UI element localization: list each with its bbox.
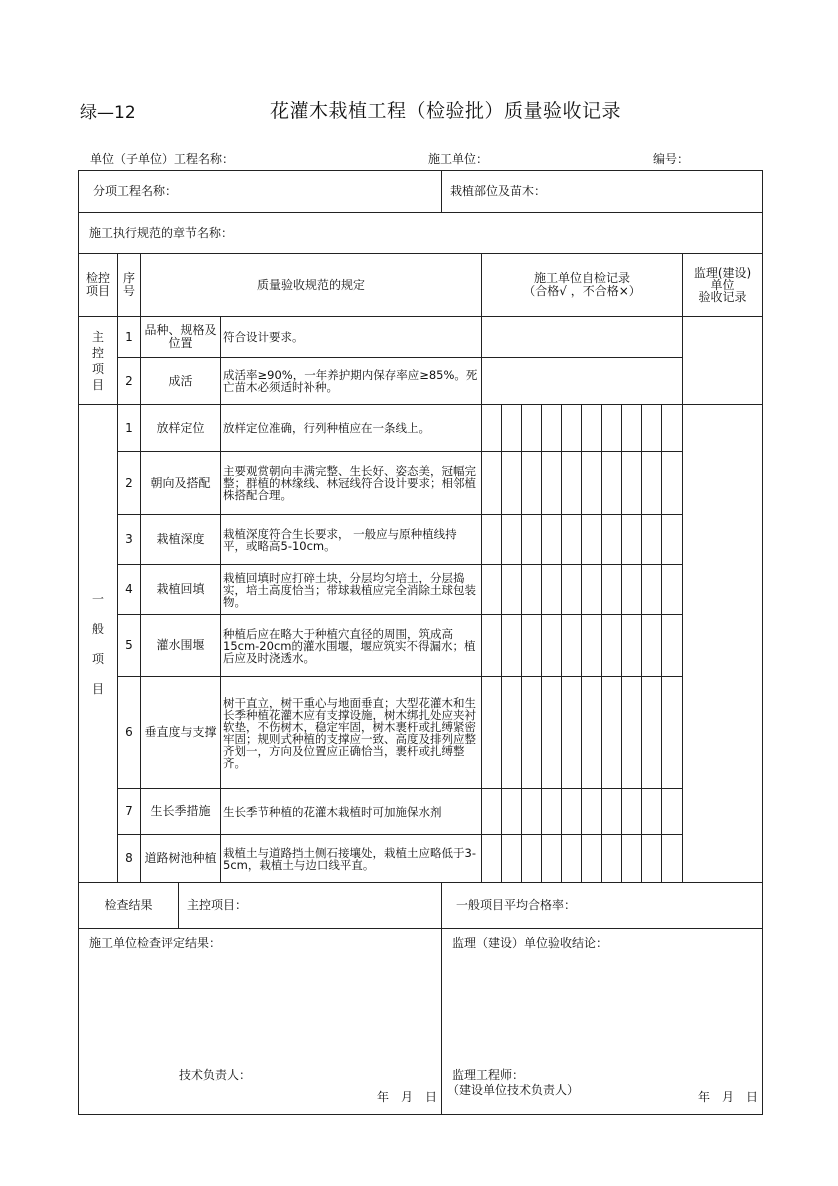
self-check-cell[interactable] xyxy=(602,405,622,452)
self-check-cell[interactable] xyxy=(542,515,562,565)
self-check-cell[interactable] xyxy=(522,405,542,452)
self-check-cell[interactable] xyxy=(482,615,502,677)
self-check-cell[interactable] xyxy=(562,789,582,835)
self-check-cell[interactable] xyxy=(642,565,662,615)
item-name: 栽植深度 xyxy=(141,515,221,565)
self-check-cell[interactable] xyxy=(622,789,642,835)
self-check-cell[interactable] xyxy=(642,452,662,515)
seq-header-text: 序号 xyxy=(122,271,135,298)
item-name: 朝向及搭配 xyxy=(141,452,221,515)
self-check-cell[interactable] xyxy=(562,452,582,515)
self-check-cell[interactable] xyxy=(542,677,562,789)
self-check-cell[interactable] xyxy=(502,405,522,452)
supervisor-header-line1: 监理(建设) xyxy=(693,266,752,280)
self-check-cell[interactable] xyxy=(642,677,662,789)
self-check-cell[interactable] xyxy=(502,565,522,615)
table-row xyxy=(79,405,763,452)
self-check-cell[interactable] xyxy=(582,789,602,835)
supervisor-record-cell[interactable] xyxy=(683,405,763,883)
self-check-cell[interactable] xyxy=(482,835,502,883)
item-name: 栽植回填 xyxy=(141,565,221,615)
contractor-result-cell[interactable] xyxy=(79,929,442,1115)
self-check-header xyxy=(482,254,683,317)
table-row xyxy=(79,789,763,835)
self-check-cell[interactable] xyxy=(582,677,602,789)
table-row xyxy=(79,615,763,677)
inspection-items-table xyxy=(78,253,763,883)
self-check-cell[interactable] xyxy=(522,615,542,677)
self-check-cell[interactable] xyxy=(482,317,683,358)
item-name: 品种、规格及位置 xyxy=(141,317,221,358)
self-check-cell[interactable] xyxy=(662,515,683,565)
item-spec: 栽植土与道路挡土侧石接壤处，栽植土应略低于3-5cm，栽植土与边口线平直。 xyxy=(221,835,482,883)
self-check-cell[interactable] xyxy=(662,615,683,677)
self-check-cell[interactable] xyxy=(622,615,642,677)
item-number: 4 xyxy=(118,565,141,615)
table-row xyxy=(79,565,763,615)
item-number: 2 xyxy=(118,452,141,515)
self-check-cell[interactable] xyxy=(582,615,602,677)
self-check-cell[interactable] xyxy=(522,565,542,615)
table-row xyxy=(79,515,763,565)
item-spec: 成活率≥90%，一年养护期内保存率应≥85%。死亡苗木必须适时补种。 xyxy=(221,358,482,405)
self-check-cell[interactable] xyxy=(642,835,662,883)
general-rate-field[interactable]: 一般项目平均合格率： xyxy=(442,883,763,929)
item-number: 6 xyxy=(118,677,141,789)
item-spec: 种植后应在略大于种植穴直径的周围，筑成高15cm-20cm的灌水围堰，堰应筑实不得漏水；植后应及时浇透水。 xyxy=(221,615,482,677)
self-check-cell[interactable] xyxy=(562,615,582,677)
item-number: 1 xyxy=(118,317,141,358)
tech-lead-label: 技术负责人： xyxy=(179,1068,252,1082)
subitem-field[interactable]: 分项工程名称： xyxy=(79,171,442,213)
self-check-cell[interactable] xyxy=(622,405,642,452)
self-check-cell[interactable] xyxy=(542,615,562,677)
item-number: 2 xyxy=(118,358,141,405)
self-check-cell[interactable] xyxy=(502,515,522,565)
item-spec: 主要观赏朝向丰满完整、生长好、姿态美，冠幅完整；群植的林缘线、林冠线符合设计要求；相邻植株搭配合理。 xyxy=(221,452,482,515)
page-title: 花灌木栽植工程（检验批）质量验收记录 xyxy=(270,100,622,122)
self-check-cell[interactable] xyxy=(622,515,642,565)
spec-header: 质量验收规范的规定 xyxy=(141,254,482,317)
self-check-cell[interactable] xyxy=(602,615,622,677)
project-info-table xyxy=(78,170,763,254)
main_items-category-cell xyxy=(79,317,118,405)
self-check-cell[interactable] xyxy=(562,515,582,565)
self-check-cell[interactable] xyxy=(622,835,642,883)
self-check-cell[interactable] xyxy=(622,565,642,615)
self-check-cell[interactable] xyxy=(662,789,683,835)
general_items-category-label: 一般项目 xyxy=(91,591,104,696)
date-right: 年 月 日 xyxy=(697,1090,758,1104)
table-row xyxy=(79,452,763,515)
self-check-cell[interactable] xyxy=(662,405,683,452)
self-check-cell[interactable] xyxy=(662,835,683,883)
self-check-header-line2: （合格√ ，不合格×） xyxy=(523,284,641,298)
self-check-cell[interactable] xyxy=(642,515,662,565)
table-row xyxy=(79,317,763,358)
item-spec: 栽植回填时应打碎土块，分层均匀培土，分层捣实，培土高度恰当；带球栽植应完全消除土球包装物。 xyxy=(221,565,482,615)
self-check-cell[interactable] xyxy=(542,452,562,515)
supervisor-record-cell[interactable] xyxy=(683,317,763,405)
number-label: 编号： xyxy=(653,152,690,166)
item-number: 5 xyxy=(118,615,141,677)
self-check-cell[interactable] xyxy=(662,677,683,789)
self-check-cell[interactable] xyxy=(542,565,562,615)
self-check-cell[interactable] xyxy=(642,615,662,677)
table-header-row xyxy=(79,254,763,317)
self-check-cell[interactable] xyxy=(482,789,502,835)
item-number: 3 xyxy=(118,515,141,565)
seq-header xyxy=(118,254,141,317)
item-spec: 放样定位准确，行列种植应在一条线上。 xyxy=(221,405,482,452)
self-check-cell[interactable] xyxy=(502,452,522,515)
supervisor-conclusion-cell[interactable] xyxy=(442,929,763,1115)
self-check-cell[interactable] xyxy=(502,677,522,789)
category-header xyxy=(79,254,118,317)
contractor-label: 施工单位： xyxy=(428,152,489,166)
table-row xyxy=(79,677,763,789)
self-check-cell[interactable] xyxy=(542,405,562,452)
item-name: 灌水围堰 xyxy=(141,615,221,677)
owner-tech-lead-label: （建设单位技术负责人） xyxy=(447,1083,580,1097)
self-check-cell[interactable] xyxy=(622,452,642,515)
self-check-cell[interactable] xyxy=(562,835,582,883)
table-row xyxy=(79,835,763,883)
self-check-cell[interactable] xyxy=(542,835,562,883)
item-name: 成活 xyxy=(141,358,221,405)
self-check-cell[interactable] xyxy=(482,452,502,515)
self-check-cell[interactable] xyxy=(582,405,602,452)
main_items-category-label: 主控项目 xyxy=(91,329,104,392)
self-check-cell[interactable] xyxy=(602,835,622,883)
general_items-category-cell xyxy=(79,405,118,883)
self-check-cell[interactable] xyxy=(522,452,542,515)
item-name: 垂直度与支撑 xyxy=(141,677,221,789)
self-check-cell[interactable] xyxy=(502,615,522,677)
item-spec: 符合设计要求。 xyxy=(221,317,482,358)
supervisor-engineer-label: 监理工程师： xyxy=(452,1068,525,1082)
item-spec: 树干直立，树干重心与地面垂直；大型花灌木和生长季种植花灌木应有支撑设施，树木绑扎处应夹衬软垫，不伤树木，稳定牢固，树木裹杆或扎缚紧密牢固；规则式种植的支撑应一致、高度及排列应整齐划一，方向及位置应正确恰当，裹杆或扎缚整齐。 xyxy=(221,677,482,789)
self-check-cell[interactable] xyxy=(522,789,542,835)
item-spec: 栽植深度符合生长要求， 一般应与原种植线持平，或略高5-10cm。 xyxy=(221,515,482,565)
self-check-cell[interactable] xyxy=(662,565,683,615)
item-number: 1 xyxy=(118,405,141,452)
self-check-cell[interactable] xyxy=(582,452,602,515)
date-left: 年 月 日 xyxy=(376,1090,437,1104)
table-row xyxy=(79,358,763,405)
results-table xyxy=(78,882,763,1115)
self-check-cell[interactable] xyxy=(582,835,602,883)
category-header-text: 检控项目 xyxy=(85,271,110,298)
self-check-cell[interactable] xyxy=(502,835,522,883)
main-result-field[interactable]: 主控项目： xyxy=(179,883,442,929)
self-check-cell[interactable] xyxy=(582,565,602,615)
supervisor-header-line3: 验收记录 xyxy=(698,290,747,304)
results-label: 检查结果 xyxy=(79,883,179,929)
self-check-cell[interactable] xyxy=(602,677,622,789)
self-check-cell[interactable] xyxy=(562,677,582,789)
item-name: 道路树池种植 xyxy=(141,835,221,883)
self-check-header-line1: 施工单位自检记录 xyxy=(534,271,631,285)
self-check-cell[interactable] xyxy=(582,515,602,565)
item-number: 8 xyxy=(118,835,141,883)
supervisor-header-line2: 单位 xyxy=(710,278,735,292)
form-code: 绿—12 xyxy=(80,103,136,123)
self-check-cell[interactable] xyxy=(482,677,502,789)
item-number: 7 xyxy=(118,789,141,835)
self-check-cell[interactable] xyxy=(602,565,622,615)
self-check-cell[interactable] xyxy=(482,515,502,565)
spec-chapter-field[interactable]: 施工执行规范的章节名称： xyxy=(79,213,763,254)
self-check-cell[interactable] xyxy=(482,358,683,405)
self-check-cell[interactable] xyxy=(602,515,622,565)
self-check-cell[interactable] xyxy=(662,452,683,515)
self-check-cell[interactable] xyxy=(522,835,542,883)
self-check-cell[interactable] xyxy=(642,405,662,452)
self-check-cell[interactable] xyxy=(522,677,542,789)
contractor-result-label: 施工单位检查评定结果： xyxy=(89,936,222,950)
self-check-cell[interactable] xyxy=(482,405,502,452)
self-check-cell[interactable] xyxy=(602,789,622,835)
self-check-cell[interactable] xyxy=(562,565,582,615)
supervisor-header xyxy=(683,254,763,317)
planting-location-field[interactable]: 栽植部位及苗木： xyxy=(442,171,763,213)
self-check-cell[interactable] xyxy=(642,789,662,835)
self-check-cell[interactable] xyxy=(622,677,642,789)
self-check-cell[interactable] xyxy=(542,789,562,835)
item-name: 生长季措施 xyxy=(141,789,221,835)
item-spec: 生长季节种植的花灌木栽植时可加施保水剂 xyxy=(221,789,482,835)
self-check-cell[interactable] xyxy=(502,789,522,835)
supervisor-conclusion-label: 监理（建设）单位验收结论： xyxy=(452,936,609,950)
self-check-cell[interactable] xyxy=(482,565,502,615)
item-name: 放样定位 xyxy=(141,405,221,452)
self-check-cell[interactable] xyxy=(602,452,622,515)
self-check-cell[interactable] xyxy=(522,515,542,565)
self-check-cell[interactable] xyxy=(562,405,582,452)
unit-project-label: 单位（子单位）工程名称： xyxy=(90,152,235,166)
